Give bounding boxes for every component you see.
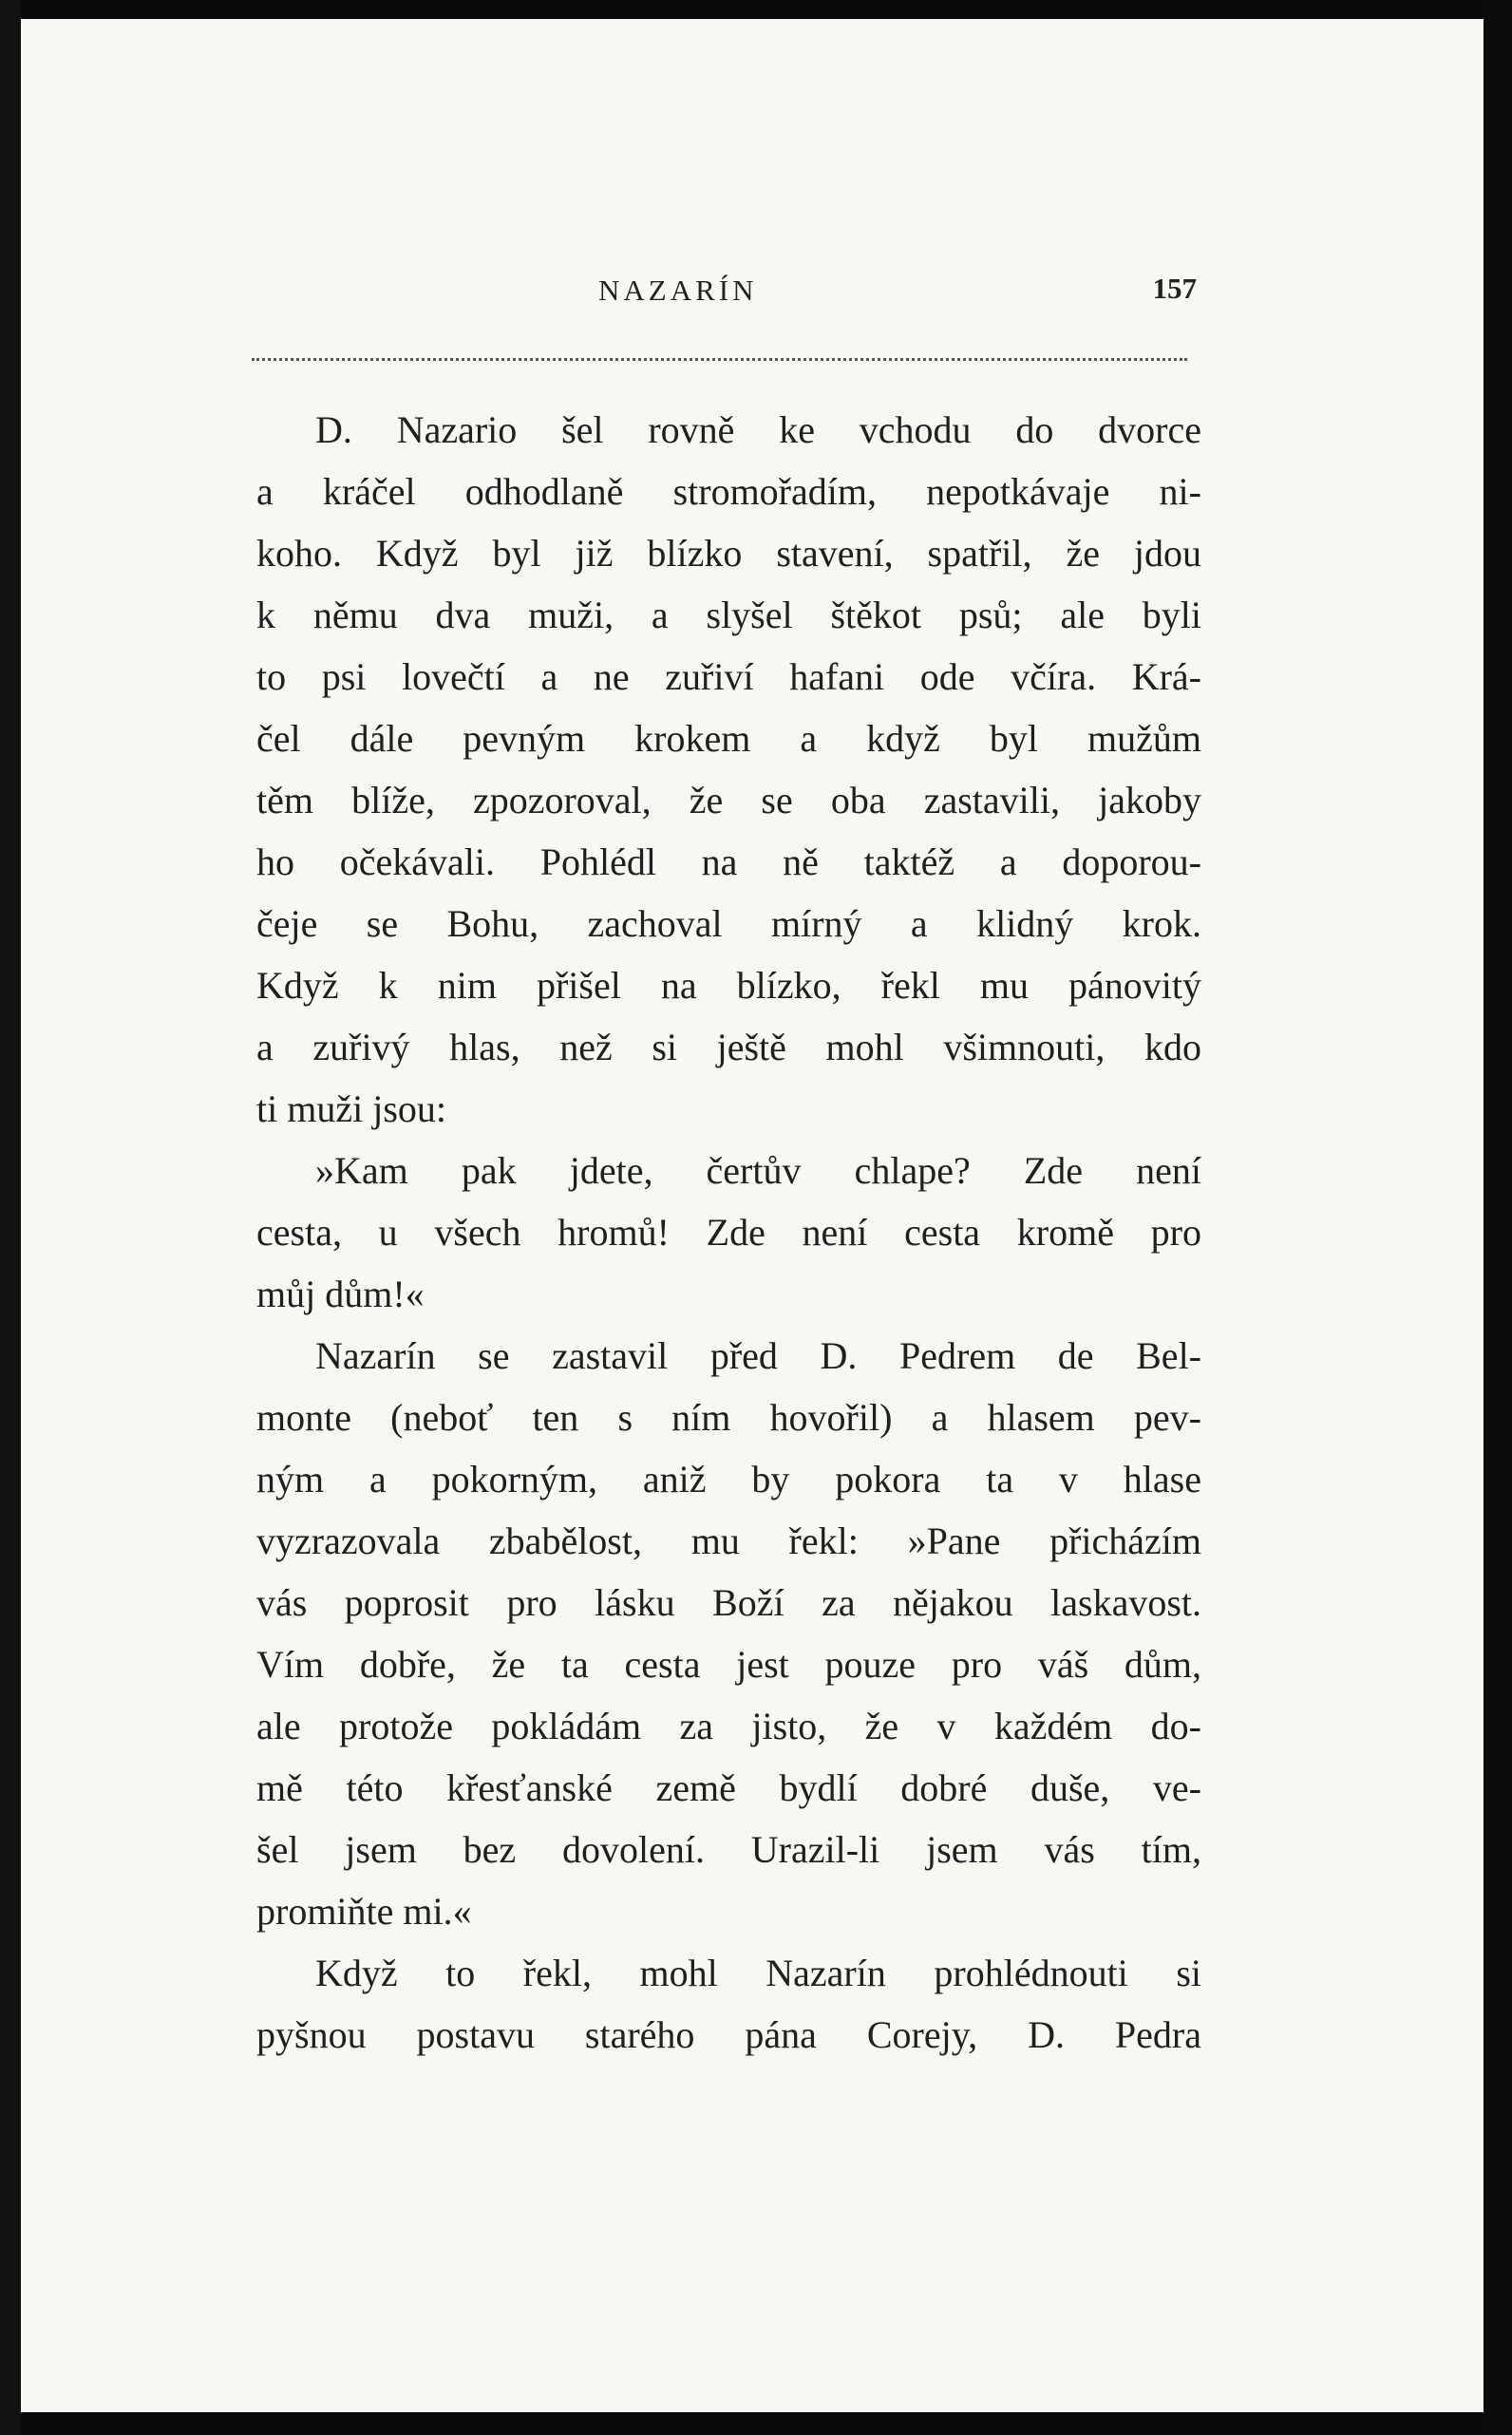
- running-title: NAZARÍN: [598, 274, 758, 307]
- header-rule: [252, 358, 1187, 361]
- scan-left-edge: [0, 0, 21, 2435]
- text-line: vyzrazovala zbabělost, mu řekl: »Pane přicházím: [256, 1520, 1201, 1562]
- text-line: Když k nim přišel na blízko, řekl mu pánovitý: [256, 964, 1201, 1007]
- text-line: těm blíže, zpozoroval, že se oba zastavili, jakoby: [256, 779, 1201, 821]
- text-line: koho. Když byl již blízko stavení, spatřil, že jdou: [256, 532, 1201, 575]
- text-line: Nazarín se zastavil před D. Pedrem de Bel-: [315, 1334, 1201, 1377]
- text-line: pyšnou postavu starého pána Corejy, D. Pedra: [256, 2013, 1201, 2056]
- text-line: čel dále pevným krokem a když byl mužům: [256, 717, 1201, 760]
- text-line: cesta, u všech hromů! Zde není cesta kromě pro: [256, 1211, 1201, 1254]
- text-line: vás poprosit pro lásku Boží za nějakou laskavost.: [256, 1581, 1201, 1624]
- text-line: ho očekávali. Pohlédl na ně taktéž a doporou-: [256, 840, 1201, 883]
- text-line: monte (neboť ten s ním hovořil) a hlasem pev-: [256, 1396, 1201, 1439]
- text-line: to psi lovečtí a ne zuřiví hafani ode včíra. Krá-: [256, 655, 1201, 698]
- text-line: čeje se Bohu, zachoval mírný a klidný krok.: [256, 902, 1201, 945]
- text-line: šel jsem bez dovolení. Urazil-li jsem vás tím,: [256, 1828, 1201, 1871]
- text-line: ti muži jsou:: [256, 1087, 446, 1130]
- text-line: a zuřivý hlas, než si ještě mohl všimnouti, kdo: [256, 1026, 1201, 1068]
- text-line: »Kam pak jdete, čertův chlape? Zde není: [315, 1149, 1201, 1192]
- text-line: mě této křesťanské země bydlí dobré duše, ve-: [256, 1766, 1201, 1809]
- text-line: D. Nazario šel rovně ke vchodu do dvorce: [315, 408, 1201, 451]
- page-header: [247, 268, 1197, 315]
- text-line: k němu dva muži, a slyšel štěkot psů; ale byli: [256, 594, 1201, 636]
- text-line: můj dům!«: [256, 1273, 425, 1315]
- text-line: promiňte mi.«: [256, 1890, 472, 1933]
- page-number: 157: [1152, 272, 1197, 305]
- body-text: [256, 399, 1201, 2066]
- text-line: Vím dobře, že ta cesta jest pouze pro váš dům,: [256, 1643, 1201, 1686]
- text-line: ným a pokorným, aniž by pokora ta v hlase: [256, 1458, 1201, 1501]
- scan-right-edge: [1484, 0, 1512, 2435]
- text-line: a kráčel odhodlaně stromořadím, nepotkávaje ni-: [256, 470, 1201, 513]
- text-line: ale protože pokládám za jisto, že v každém do-: [256, 1705, 1201, 1747]
- text-line: Když to řekl, mohl Nazarín prohlédnouti si: [315, 1952, 1201, 1994]
